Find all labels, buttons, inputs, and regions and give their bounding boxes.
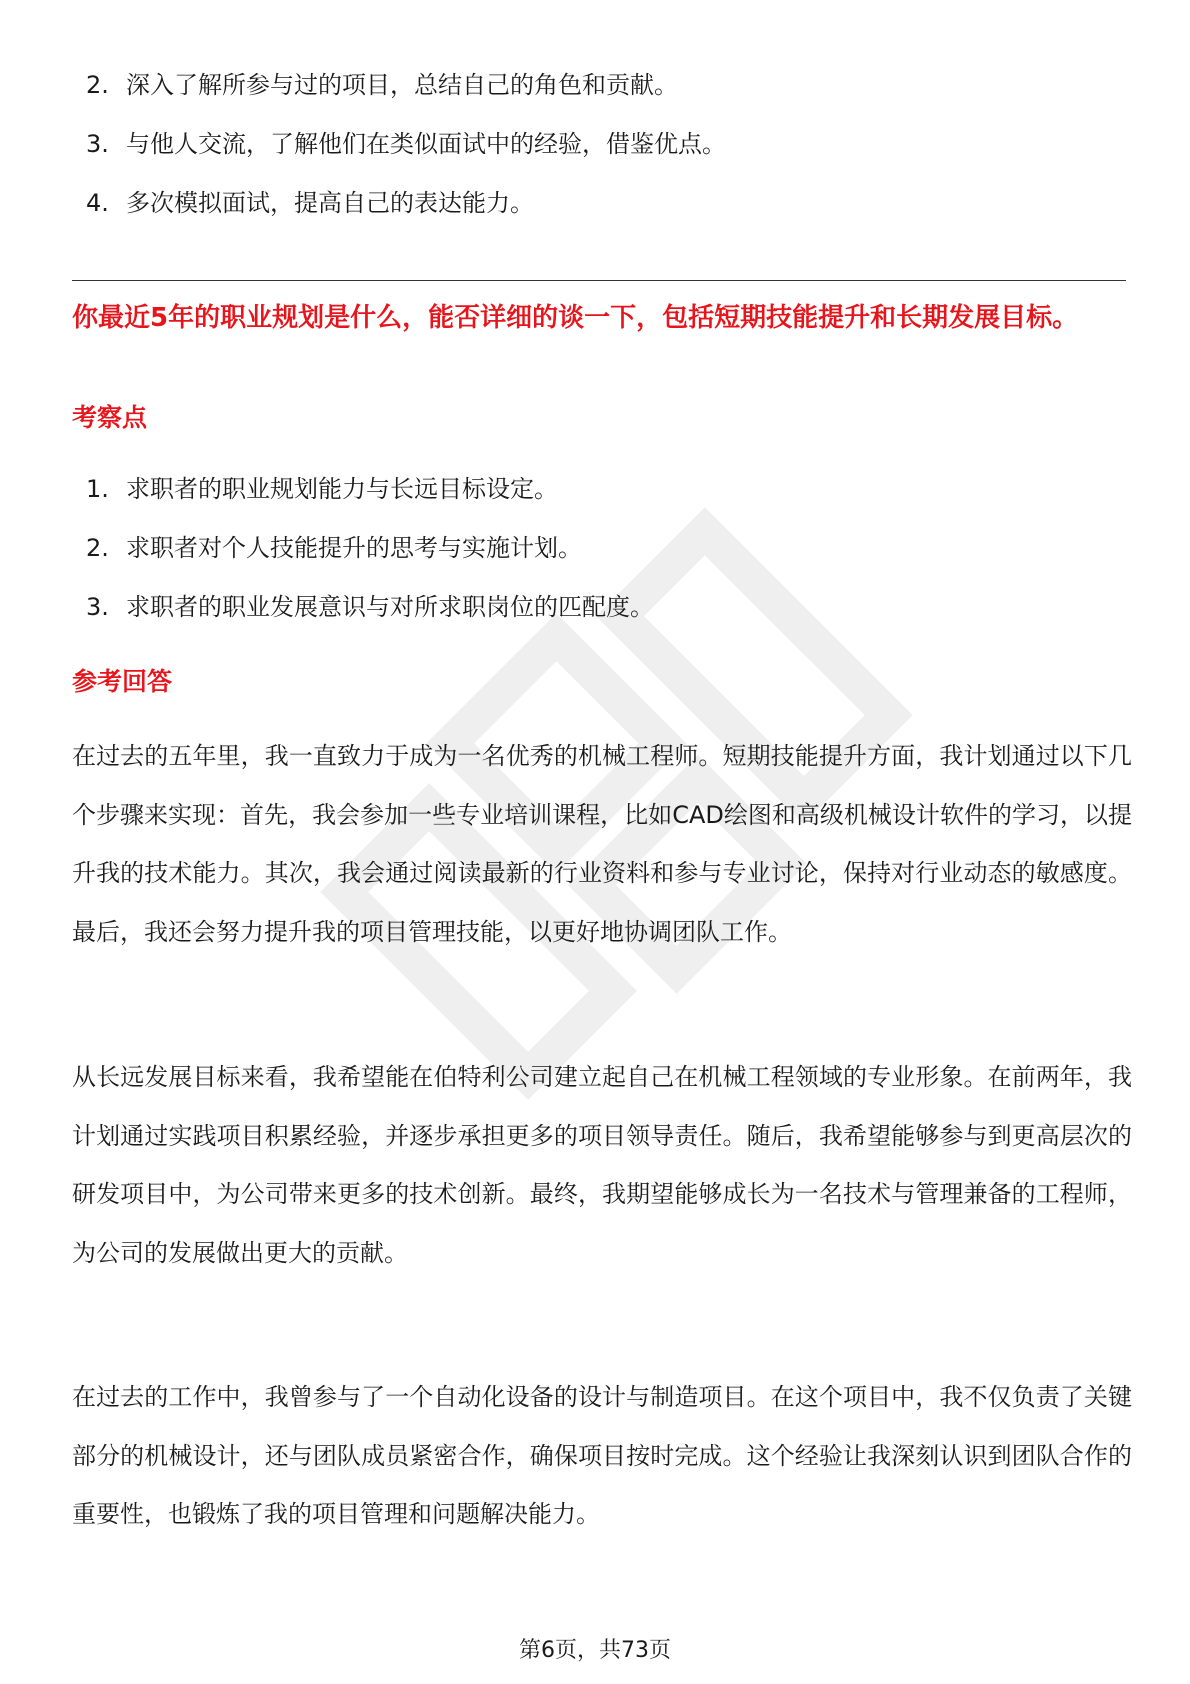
reference-answer-heading: 参考回答 [72, 667, 173, 696]
list-item-number: 2. [86, 534, 109, 562]
list-item-text: 求职者的职业发展意识与对所求职岗位的匹配度。 [126, 593, 654, 621]
answer-paragraph: 在过去的五年里，我一直致力于成为一名优秀的机械工程师。短期技能提升方面，我计划通过以下几个步骤来实现：首先，我会参加一些专业培训课程，比如CAD绘图和高级机械设计软件的学习，以提升我的技术能力。其次，我会通过阅读最新的行业资料和参与专业讨论，保持对行业动态的敏感度。最后，我还会努力提升我的项目管理技能，以更好地协调团队工作。 [72, 742, 1132, 946]
list-item-text: 多次模拟面试，提高自己的表达能力。 [126, 189, 534, 217]
list-item [86, 115, 726, 174]
list-item-text: 深入了解所参与过的项目，总结自己的角色和贡献。 [126, 71, 678, 99]
list-item-text: 求职者对个人技能提升的思考与实施计划。 [126, 534, 582, 562]
section-divider [72, 280, 1126, 281]
page-number-footer: 第6页，共73页 [519, 1638, 671, 1663]
intro-list [86, 56, 726, 233]
list-item-text: 与他人交流，了解他们在类似面试中的经验，借鉴优点。 [126, 130, 726, 158]
list-item-number: 4. [86, 189, 109, 217]
list-item-text: 求职者的职业规划能力与长远目标设定。 [126, 475, 558, 503]
list-item [86, 460, 654, 519]
list-item [86, 578, 654, 637]
list-item [86, 56, 726, 115]
list-item-number: 2. [86, 71, 109, 99]
list-item-number: 3. [86, 130, 109, 158]
list-item-number: 3. [86, 593, 109, 621]
list-item [86, 519, 654, 578]
list-item-number: 1. [86, 475, 109, 503]
list-item [86, 174, 726, 233]
question-title: 你最近5年的职业规划是什么，能否详细的谈一下，包括短期技能提升和长期发展目标。 [72, 303, 1079, 333]
exam-points-list [86, 460, 654, 637]
answer-paragraph: 从长远发展目标来看，我希望能在伯特利公司建立起自己在机械工程领域的专业形象。在前两年，我计划通过实践项目积累经验，并逐步承担更多的项目领导责任。随后，我希望能够参与到更高层次的研发项目中，为公司带来更多的技术创新。最终，我期望能够成长为一名技术与管理兼备的工程师，为公司的发展做出更大的贡献。 [72, 1063, 1132, 1267]
exam-points-heading: 考察点 [72, 403, 148, 432]
answer-paragraph: 在过去的工作中，我曾参与了一个自动化设备的设计与制造项目。在这个项目中，我不仅负责了关键部分的机械设计，还与团队成员紧密合作，确保项目按时完成。这个经验让我深刻认识到团队合作的重要性，也锻炼了我的项目管理和问题解决能力。 [72, 1383, 1132, 1528]
